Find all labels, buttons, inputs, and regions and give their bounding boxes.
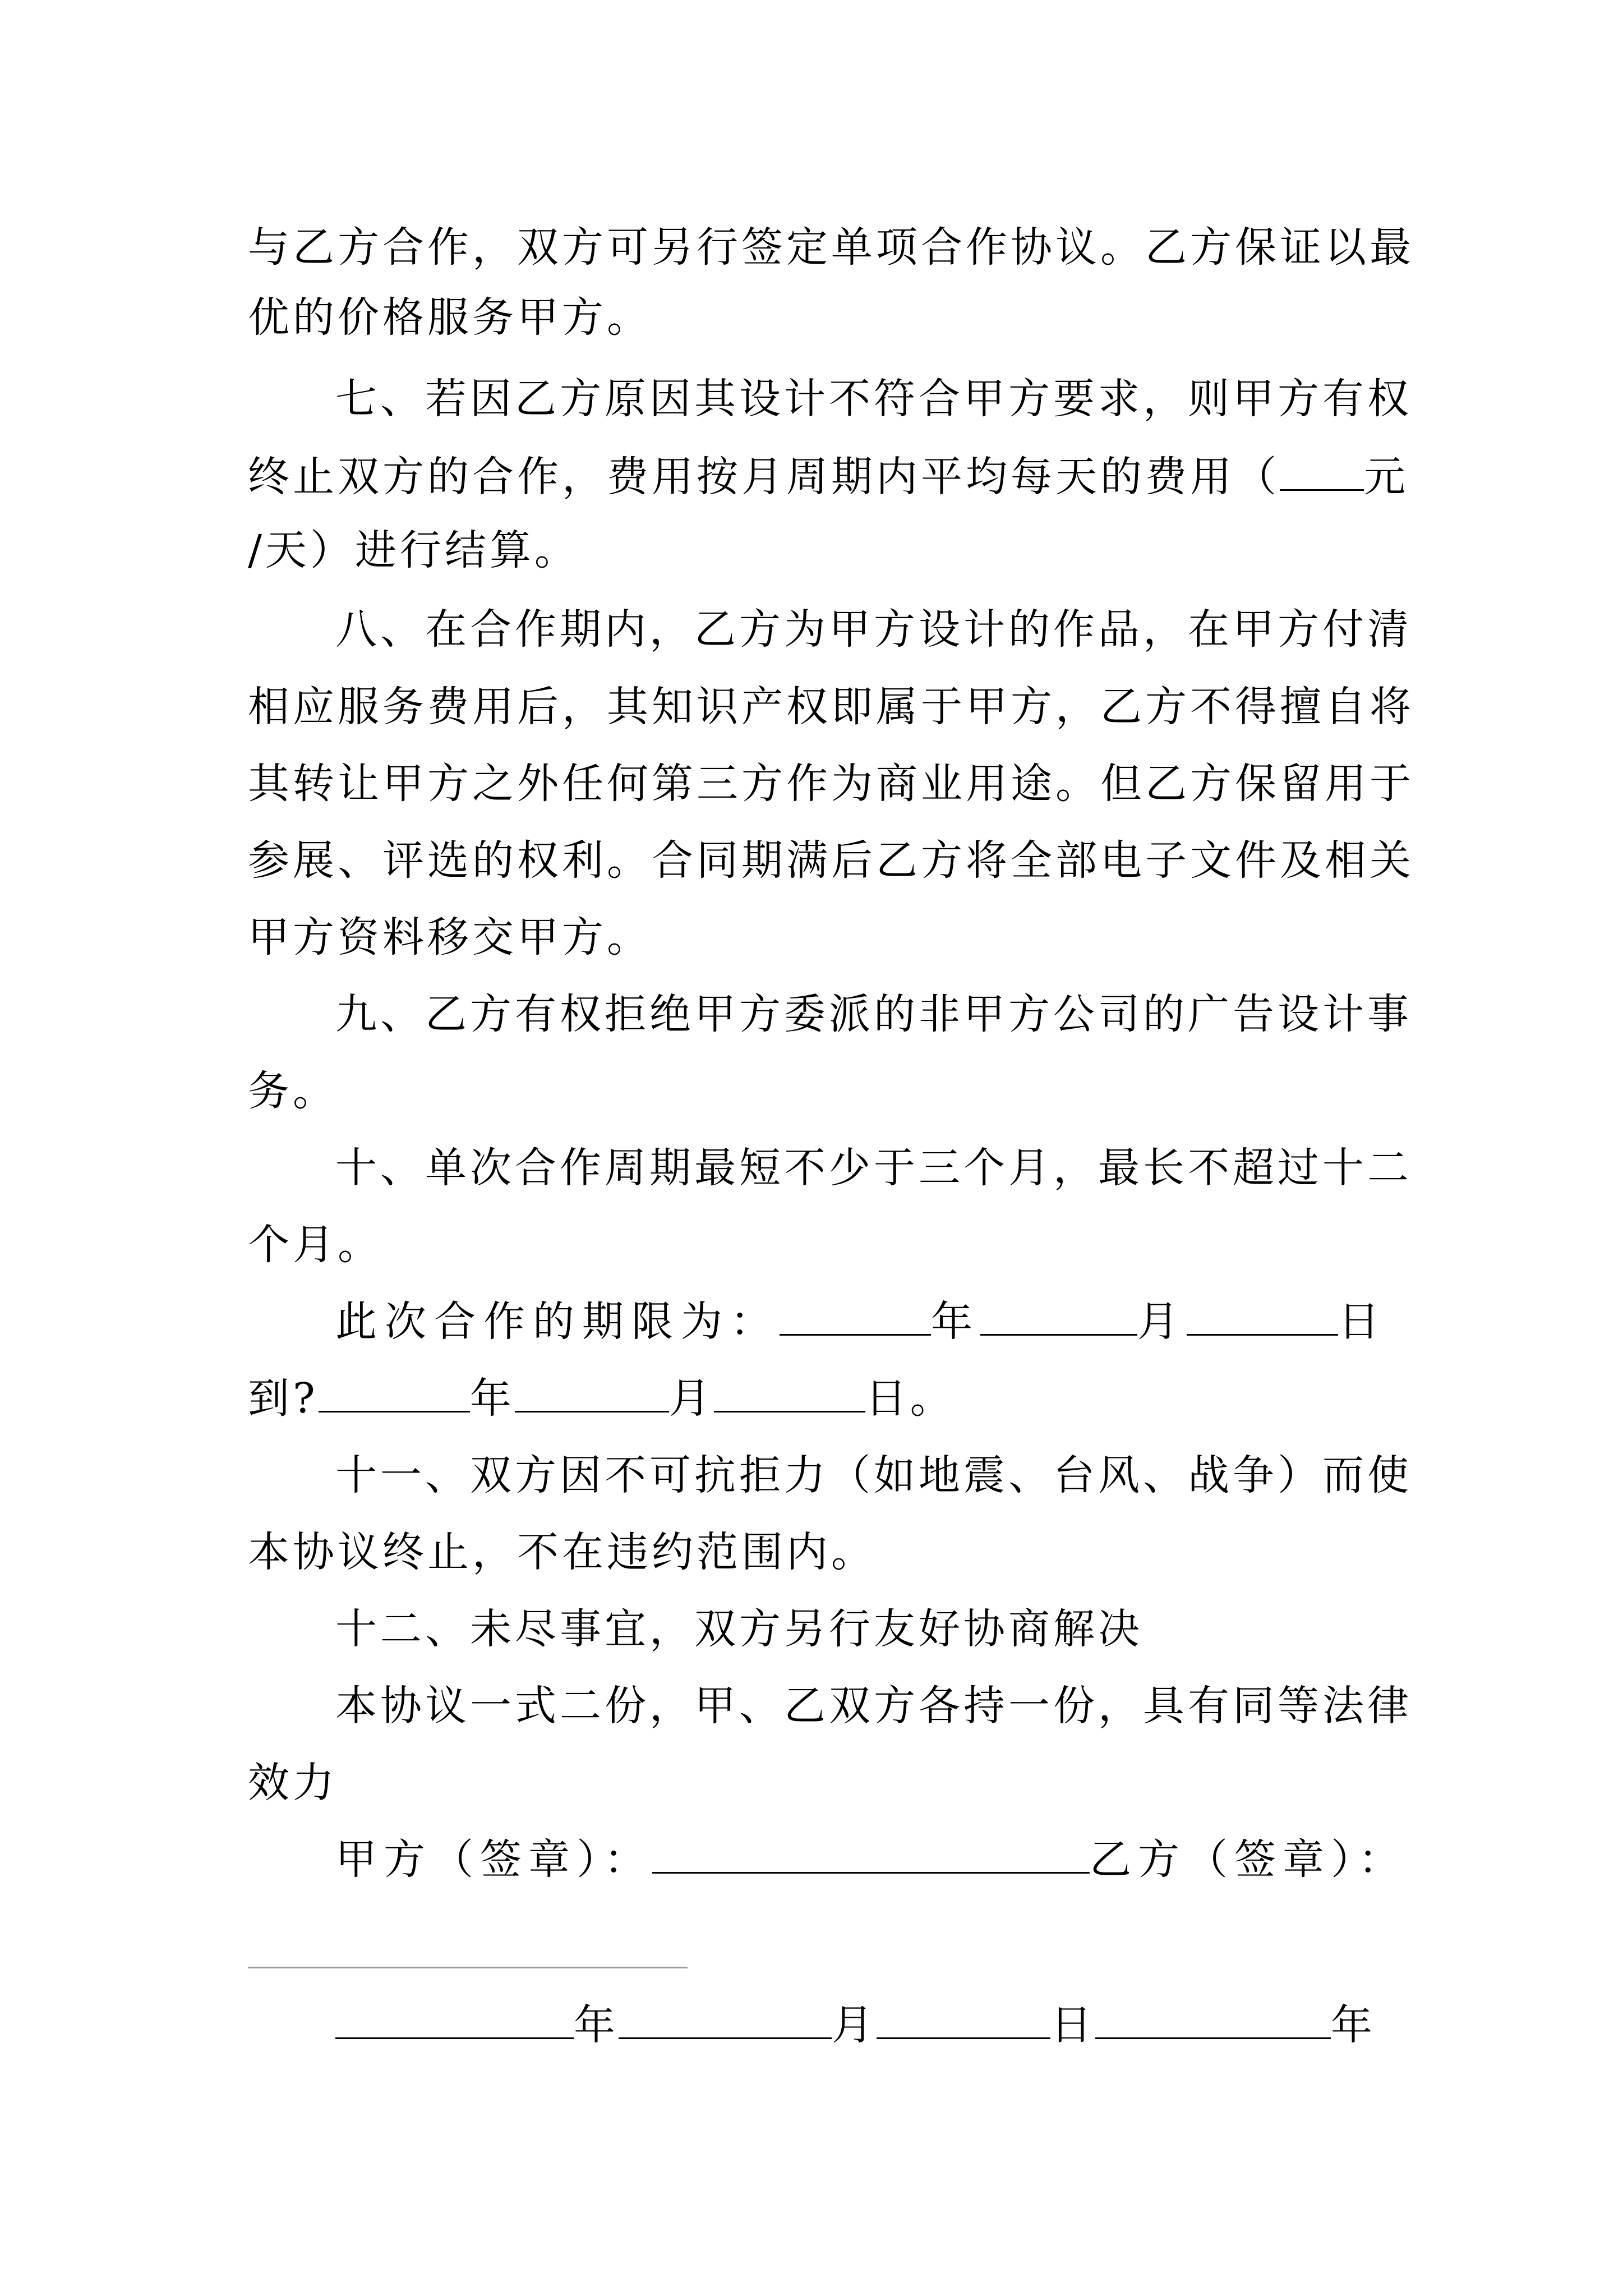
clause-8-line-5: 甲方资料移交甲方。 — [248, 913, 652, 961]
party-b-signature-label: 乙方（签章）： — [1090, 1835, 1407, 1884]
term-period-label: 此次合作的期限为： — [335, 1297, 780, 1346]
term-end-label: 到? — [248, 1374, 319, 1423]
start-year-label: 年 — [931, 1297, 980, 1346]
clause-8-line-4: 参展、评选的权利。合同期满后乙方将全部电子文件及相关 — [248, 836, 1414, 885]
clause-10-line-2: 个月。 — [248, 1221, 382, 1269]
start-month-blank — [980, 1295, 1137, 1336]
clause-11-line-2: 本协议终止，不在违约范围内。 — [248, 1528, 876, 1576]
party-a-day-blank — [877, 1998, 1050, 2039]
clause-8-line-3: 其转让甲方之外任何第三方作为商业用途。但乙方保留用于 — [248, 760, 1414, 808]
end-month-blank — [515, 1372, 669, 1412]
party-a-day-label: 日 — [1050, 2001, 1095, 2049]
clause-7-line-3: /天）进行结算。 — [248, 526, 579, 574]
party-a-signature-label: 甲方（签章）： — [335, 1835, 652, 1884]
clause-8-line-2: 相应服务费用后，其知识产权即属于甲方，乙方不得擅自将 — [248, 683, 1414, 731]
end-year-label: 年 — [469, 1374, 515, 1423]
copies-line-1: 本协议一式二份，甲、乙双方各持一份，具有同等法律 — [335, 1682, 1412, 1730]
term-period-line — [335, 1282, 1392, 1361]
start-year-blank — [780, 1295, 931, 1336]
end-day-label: 日。 — [865, 1374, 955, 1423]
clause-8-line-1: 八、在合作期内，乙方为甲方设计的作品，在甲方付清 — [335, 605, 1412, 654]
party-b-year-blank — [1095, 1998, 1331, 2039]
clause-11-line-1: 十一、双方因不可抗拒力（如地震、台风、战争）而使 — [335, 1451, 1412, 1499]
party-a-year-blank — [335, 1998, 574, 2039]
party-a-signature-blank — [652, 1833, 1090, 1874]
copies-line-2: 效力 — [248, 1759, 338, 1807]
clause-7-unit: 元 — [1364, 453, 1409, 501]
paragraph-6-line-2: 优的价格服务甲方。 — [248, 293, 652, 342]
clause-9-line-2: 务。 — [248, 1067, 338, 1115]
party-b-signature-blank — [248, 1967, 688, 1968]
start-day-label: 日 — [1338, 1297, 1387, 1346]
paragraph-6-line-1: 与乙方合作，双方可另行签定单项合作协议。乙方保证以最 — [248, 223, 1414, 272]
clause-12: 十二、未尽事宜，双方另行友好协商解决 — [335, 1605, 1143, 1653]
party-b-year-label: 年 — [1331, 2001, 1376, 2049]
clause-9-line-1: 九、乙方有权拒绝甲方委派的非甲方公司的广告设计事 — [335, 990, 1412, 1038]
party-a-year-label: 年 — [574, 2001, 619, 2049]
end-month-label: 月 — [668, 1374, 714, 1423]
end-year-blank — [319, 1372, 470, 1412]
party-a-month-label: 月 — [832, 2001, 877, 2049]
start-month-label: 月 — [1137, 1297, 1187, 1346]
clause-7-line-1: 七、若因乙方原因其设计不符合甲方要求，则甲方有权 — [335, 375, 1412, 423]
clause-7-line-2 — [248, 438, 1409, 516]
date-line — [335, 1986, 1392, 2064]
daily-fee-blank — [1280, 450, 1364, 491]
end-day-blank — [714, 1372, 865, 1412]
clause-7-text: 终止双方的合作，费用按月周期内平均每天的费用（ — [248, 453, 1280, 501]
signature-line — [335, 1820, 1407, 1899]
party-a-month-blank — [619, 1998, 832, 2039]
clause-10-line-1: 十、单次合作周期最短不少于三个月，最长不超过十二 — [335, 1144, 1412, 1192]
term-end-line — [248, 1359, 1392, 1438]
start-day-blank — [1187, 1295, 1338, 1336]
